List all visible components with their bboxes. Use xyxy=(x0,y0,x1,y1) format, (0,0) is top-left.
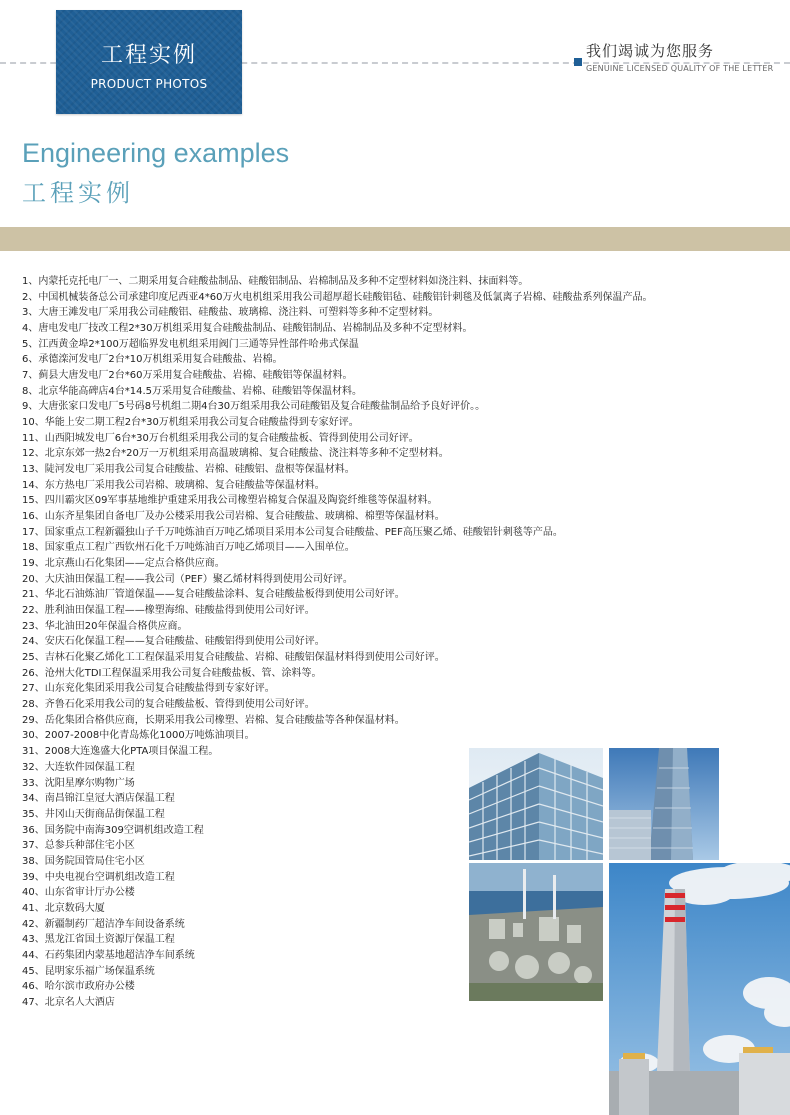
project-item: 31、2008大连逸盛大化PTA项目保温工程。 xyxy=(22,746,219,758)
project-item: 42、新疆制药厂超洁净车间设备系统 xyxy=(22,918,185,930)
project-item: 15、四川霸灾区09军事基地维护重建采用我公司橡塑岩棉复合保温及陶瓷纤维毯等保温材料。 xyxy=(22,495,438,507)
project-item: 19、北京燕山石化集团——定点合格供应商。 xyxy=(22,558,225,570)
project-item: 40、山东省审计厅办公楼 xyxy=(22,887,135,899)
project-item: 45、昆明家乐福广场保温系统 xyxy=(22,965,155,977)
project-item: 28、齐鲁石化采用我公司的复合硅酸盐板、管得到使用公司好评。 xyxy=(22,699,315,711)
project-item: 10、华能上安二期工程2台*30万机组采用我公司复合硅酸盐得到专家好评。 xyxy=(22,417,359,429)
project-item: 25、吉林石化聚乙烯化工工程保温采用复合硅酸盐、岩棉、硅酸铝保温材料得到使用公司好评。 xyxy=(22,652,445,664)
project-item: 3、大唐王滩发电厂采用我公司硅酸铝、硅酸盐、玻璃棉、浇注料、可塑料等多种不定型材料。 xyxy=(22,307,439,319)
project-item: 34、南昌锦江皇冠大酒店保温工程 xyxy=(22,793,175,805)
section-title-cn: 工程实例 xyxy=(22,179,134,207)
header-badge xyxy=(56,10,242,114)
section-divider-band xyxy=(0,227,790,251)
project-item: 11、山西阳城发电厂6台*30万台机组采用我公司的复合硅酸盐板、管得到使用公司好评。 xyxy=(22,432,419,444)
project-item: 35、井冈山天街商品街保温工程 xyxy=(22,808,165,820)
project-item: 4、唐电发电厂技改工程2*30万机组采用复合硅酸盐制品、硅酸铝制品、岩棉制品及多种不定型材料。 xyxy=(22,323,473,335)
project-item: 44、石药集团内蒙基地超洁净车间系统 xyxy=(22,949,195,961)
project-item: 39、中央电视台空调机组改造工程 xyxy=(22,871,175,883)
project-item: 18、国家重点工程广西钦州石化千万吨炼油百万吨乙烯项目——入围单位。 xyxy=(22,542,355,554)
project-item: 24、安庆石化保温工程——复合硅酸盐、硅酸铝得到使用公司好评。 xyxy=(22,636,325,648)
project-item: 12、北京东郊一热2台*20万一万机组采用高温玻璃棉、复合硅酸盐、浇注料等多种不定型材料。 xyxy=(22,448,449,460)
project-item: 41、北京数码大厦 xyxy=(22,902,105,914)
project-item: 8、北京华能高碑店4台*14.5万采用复合硅酸盐、岩棉、硅酸铝等保温材料。 xyxy=(22,385,362,397)
project-item: 33、沈阳星摩尔购物广场 xyxy=(22,777,135,789)
badge-title: 工程实例 xyxy=(100,43,197,68)
project-item: 6、承德滦河发电厂2台*10万机组采用复合硅酸盐、岩棉。 xyxy=(22,354,283,366)
section-title-en: Engineering examples xyxy=(22,138,290,168)
photo-chimney-plant xyxy=(609,863,790,1115)
project-item: 17、国家重点工程新疆独山子千万吨炼油百万吨乙烯项目采用本公司复合硅酸盐、PEF高压聚乙烯、硅酸铝针刺毯等产品。 xyxy=(22,526,563,538)
project-item: 21、华北石油炼油厂管道保温——复合硅酸盐涂料、复合硅酸盐板得到使用公司好评。 xyxy=(22,589,405,601)
project-item: 20、大庆油田保温工程——我公司（PEF）聚乙烯材料得到使用公司好评。 xyxy=(22,573,353,585)
project-item: 14、东方热电厂采用我公司岩棉、玻璃棉、复合硅酸盐等保温材料。 xyxy=(22,479,325,491)
project-item: 5、江西黄金埠2*100万超临界发电机组采用阀门三通等异性部件哈弗式保温 xyxy=(22,338,359,350)
project-item: 29、岳化集团合格供应商，长期采用我公司橡塑、岩棉、复合硅酸盐等各种保温材料。 xyxy=(22,714,405,726)
project-item: 1、内蒙托克托电厂一、二期采用复合硅酸盐制品、硅酸铝制品、岩棉制品及多种不定型材料如浇注料、抹面料等。 xyxy=(22,276,529,287)
project-item: 43、黑龙江省国土资源厅保温工程 xyxy=(22,934,175,946)
project-item: 13、陡河发电厂采用我公司复合硅酸盐、岩棉、硅酸铝、盘根等保温材料。 xyxy=(22,464,355,476)
project-item: 32、大连软件园保温工程 xyxy=(22,761,135,773)
badge-subtitle: PRODUCT PHOTOS xyxy=(90,77,208,91)
project-item: 27、山东兖化集团采用我公司复合硅酸盐得到专家好评。 xyxy=(22,683,275,695)
project-item: 30、2007-2008中化青岛炼化1000万吨炼油项目。 xyxy=(22,730,255,742)
project-item: 23、华北油田20年保温合格供应商。 xyxy=(22,620,188,632)
project-item: 7、蓟县大唐发电厂2台*60万采用复合硅酸盐、岩棉、硅酸铝等保温材料。 xyxy=(22,370,353,382)
photo-skyscraper xyxy=(609,748,719,860)
project-item: 47、北京名人大酒店 xyxy=(22,996,115,1008)
photo-industrial-plant xyxy=(469,863,603,1001)
project-item: 38、国务院国管局住宅小区 xyxy=(22,855,145,867)
slogan-square-icon xyxy=(574,58,582,66)
slogan: 我们竭诚为您服务 xyxy=(586,42,715,60)
project-item: 2、中国机械装备总公司承建印度尼西亚4*60万火电机组采用我公司超厚超长硅酸铝毡、硅酸铝针刺毯及低氯离子岩棉、硅酸盐系列保温产品。 xyxy=(22,291,653,303)
project-item: 9、大唐张家口发电厂5号码8号机组二期4台30万组采用我公司硅酸铝及复合硅酸盐制品给予良好评价。。 xyxy=(22,401,486,413)
project-item: 16、山东齐星集团自备电厂及办公楼采用我公司岩棉、复合硅酸盐、玻璃棉、棉塑等保温材料。 xyxy=(22,511,445,523)
project-item: 37、总参兵种部住宅小区 xyxy=(22,840,135,852)
photo-glass-office-building xyxy=(469,748,603,860)
slogan-subtitle: GENUINE LICENSED QUALITY OF THE LETTER xyxy=(586,64,774,73)
project-item: 36、国务院中南海309空调机组改造工程 xyxy=(22,824,204,836)
project-item: 46、哈尔滨市政府办公楼 xyxy=(22,981,135,993)
project-item: 26、沧州大化TDI工程保温采用我公司复合硅酸盐板、管、涂料等。 xyxy=(22,667,322,679)
project-item: 22、胜利油田保温工程——橡塑海绵、硅酸盐得到使用公司好评。 xyxy=(22,605,315,617)
